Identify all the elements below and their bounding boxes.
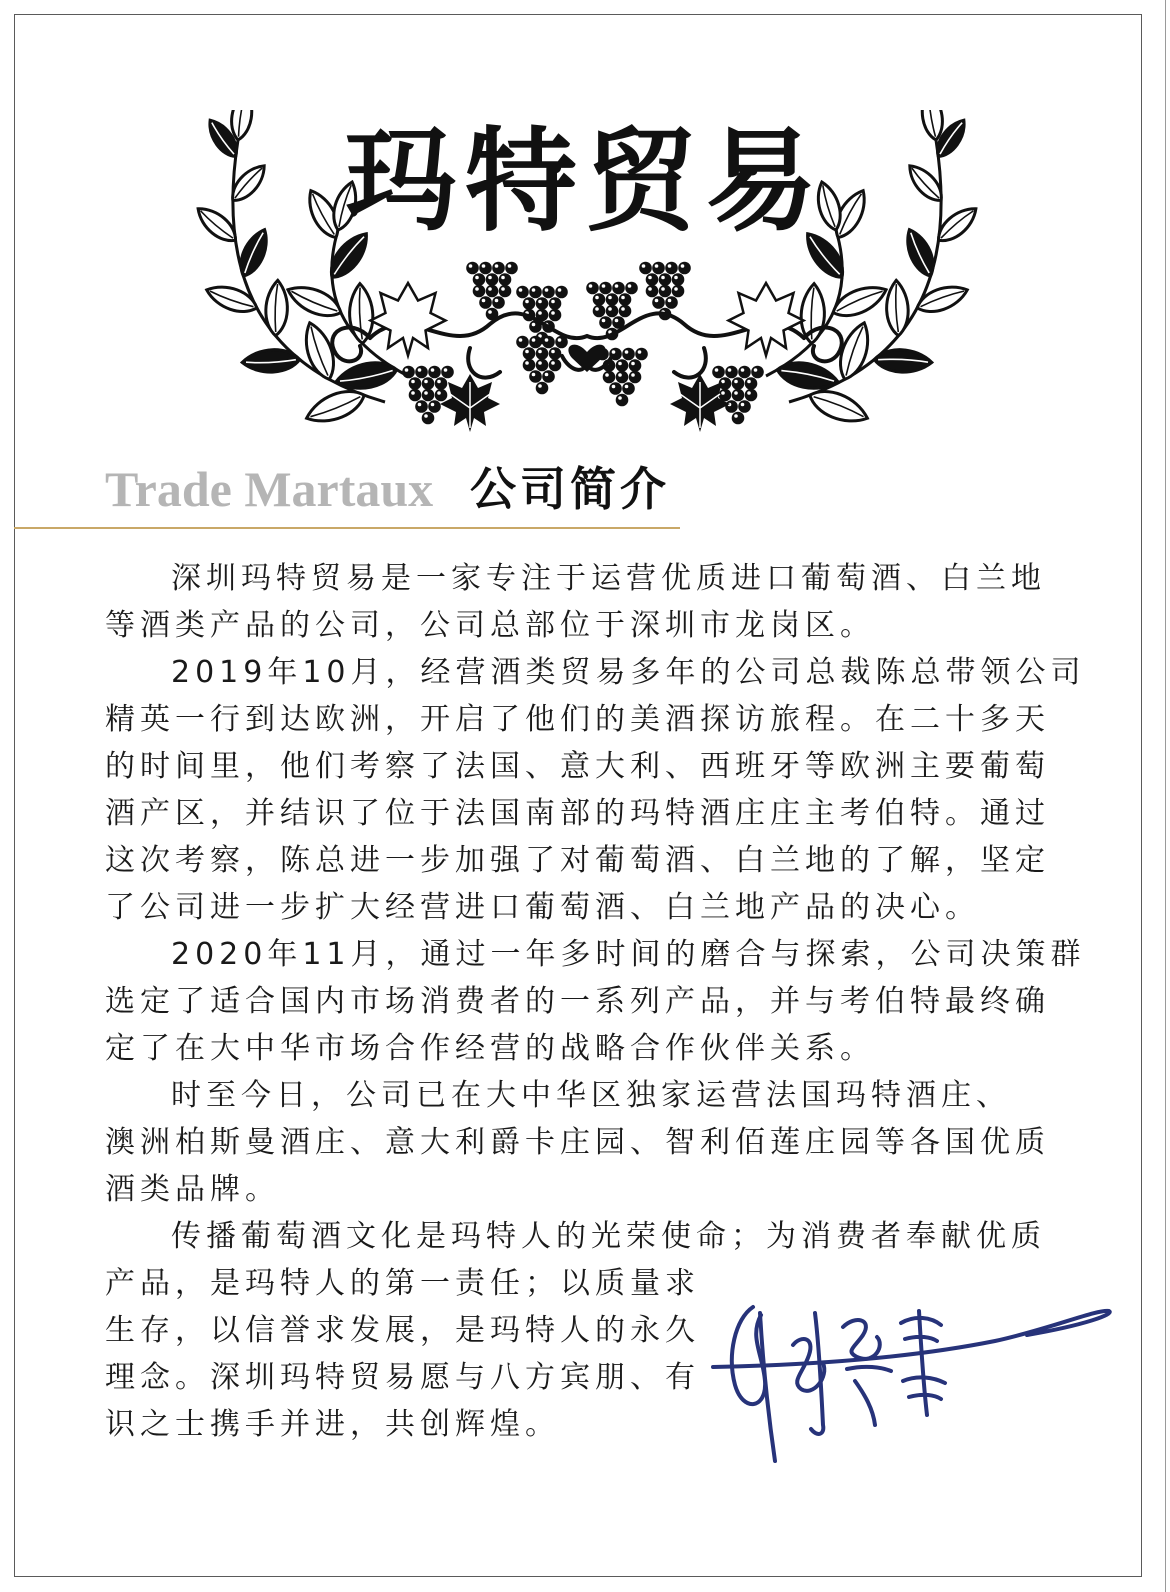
grape-cluster-icon (712, 366, 764, 425)
laurel-leaf-icon (914, 280, 971, 317)
paragraph-2 (105, 649, 1105, 931)
paragraph-4 (105, 1072, 1105, 1213)
signature-stroke (843, 1320, 880, 1359)
vine-leaf-outline-icon (729, 283, 804, 356)
paragraph-line: 2020年11月，通过一年多时间的磨合与探索，公司决策群 (171, 937, 1086, 972)
vine-leaf-outline-icon (371, 283, 446, 356)
paragraph-line: 产品，是玛特人的第一责任；以质量求 (105, 1266, 700, 1301)
vine-leaf-icon (670, 374, 730, 432)
paragraph-line: 了公司进一步扩大经营进口葡萄酒、白兰地产品的决心。 (105, 890, 980, 925)
paragraph-line: 时至今日，公司已在大中华区独家运营法国玛特酒庄、 (171, 1078, 1011, 1113)
handwritten-signature (705, 1285, 1120, 1470)
signature-strokes (713, 1307, 1110, 1461)
paragraph-line: 传播葡萄酒文化是玛特人的光荣使命；为消费者奉献优质 (171, 1219, 1046, 1254)
paragraph-3 (105, 931, 1105, 1072)
laurel-leaf-icon (242, 348, 301, 373)
laurel-leaf-icon (302, 384, 368, 429)
grape-cluster-icon (402, 366, 454, 425)
grape-cluster-icon (466, 262, 518, 321)
laurel-leaf-icon (800, 283, 826, 344)
laurel-leaf-icon (874, 348, 933, 373)
vine-leaf-icon (440, 374, 500, 432)
header-english: Trade Martaux (105, 461, 434, 517)
header-chinese: 公司简介 (470, 462, 670, 516)
signature-stroke (760, 1313, 775, 1461)
paragraph-line: 2019年10月，经营酒类贸易多年的公司总裁陈总带领公司 (171, 655, 1086, 690)
signature-stroke (811, 1313, 823, 1434)
paragraph-line: 定了在大中华市场合作经营的战略合作伙伴关系。 (105, 1031, 875, 1066)
paragraph-line: 澳洲柏斯曼酒庄、意大利爵卡庄园、智利佰莲庄园等各国优质 (105, 1125, 1050, 1160)
laurel-leaf-icon (265, 280, 289, 336)
paragraph-line: 生存，以信誉求发展，是玛特人的永久 (105, 1313, 700, 1348)
paragraph-line: 理念。深圳玛特贸易愿与八方宾朋、有 (105, 1360, 700, 1395)
company-title: 玛特贸易 (345, 116, 825, 247)
paragraph-line: 等酒类产品的公司，公司总部位于深圳市龙岗区。 (105, 608, 875, 643)
paragraph-line: 这次考察，陈总进一步加强了对葡萄酒、白兰地的了解，坚定 (105, 843, 1050, 878)
grape-cluster-icon (586, 282, 638, 341)
paragraph-1 (105, 555, 1105, 649)
laurel-leaf-icon (885, 280, 909, 336)
signature-stroke (847, 1367, 891, 1425)
laurel-leaf-icon (284, 279, 346, 322)
paragraph-line: 酒产区，并结识了位于法国南部的玛特酒庄庄主考伯特。通过 (105, 796, 1050, 831)
header-underline (14, 527, 680, 529)
laurel-leaf-icon (203, 280, 260, 317)
paragraph-line: 选定了适合国内市场消费者的一系列产品，并与考伯特最终确 (105, 984, 1050, 1019)
paragraph-line: 酒类品牌。 (105, 1172, 280, 1207)
laurel-leaf-icon (348, 283, 374, 344)
laurel-leaf-icon (805, 384, 871, 429)
paragraph-line: 深圳玛特贸易是一家专注于运营优质进口葡萄酒、白兰地 (171, 561, 1046, 596)
laurel-leaf-icon (829, 279, 891, 322)
paragraph-line: 的时间里，他们考察了法国、意大利、西班牙等欧洲主要葡萄 (105, 749, 1050, 784)
signature-stroke (901, 1311, 941, 1415)
grape-cluster-icon (516, 336, 568, 395)
paragraph-line: 识之士携手并进，共创辉煌。 (105, 1407, 560, 1442)
grape-cluster-icon (639, 262, 691, 321)
grape-cluster-icon (596, 348, 648, 407)
paragraph-line: 精英一行到达欧洲，开启了他们的美酒探访旅程。在二十多天 (105, 702, 1050, 737)
